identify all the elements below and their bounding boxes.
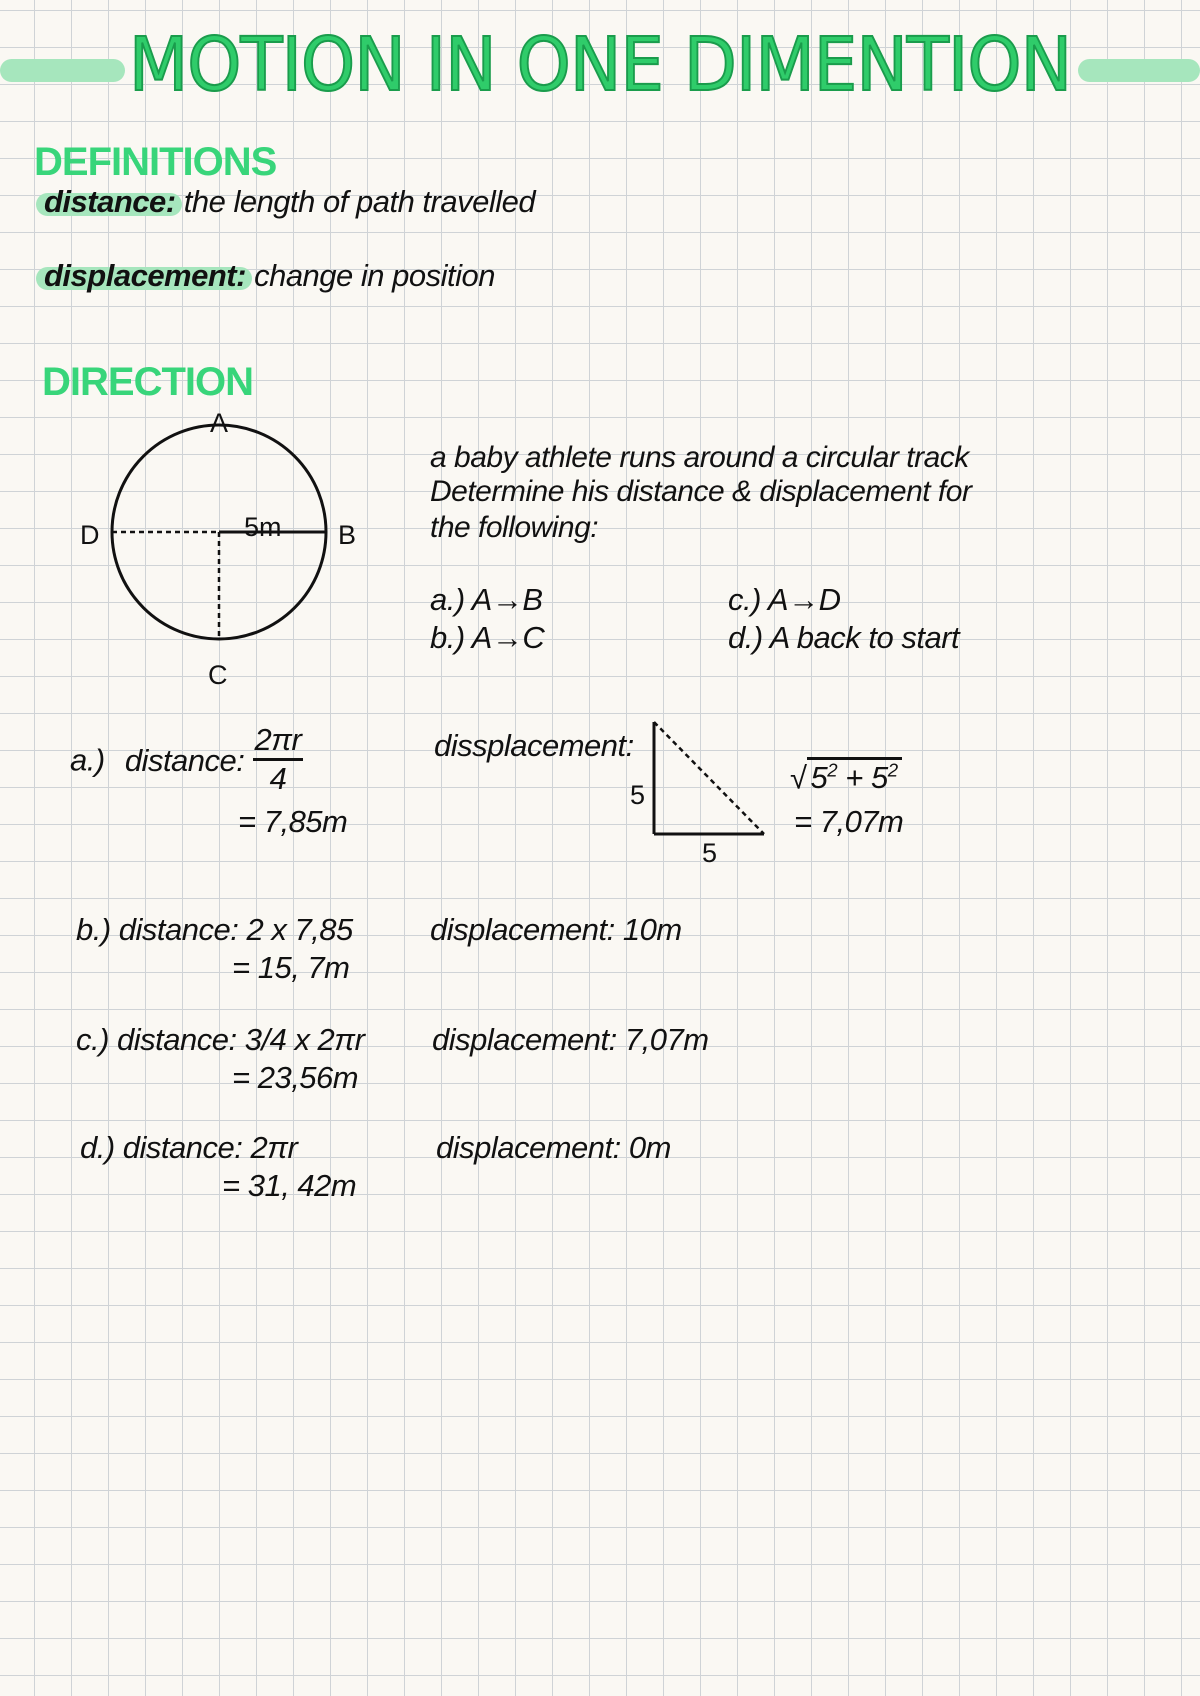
part-item: c.) A→D — [728, 582, 841, 617]
problem-line: the following: — [430, 511, 599, 544]
definitions-heading: DEFINITIONS — [34, 140, 277, 184]
sqrt-body: $5^2 + 5^2$ — [807, 757, 902, 795]
solution-c-result: = 23,56m — [232, 1060, 359, 1095]
fraction-denominator: 4 — [269, 761, 287, 796]
sqrt-sign: √ — [790, 760, 807, 796]
problem-line: Determine his distance & displacement for — [430, 475, 972, 508]
part-item: a.) A→B — [430, 582, 543, 617]
definition-term: distance: — [44, 184, 176, 219]
direction-heading: DIRECTION — [42, 360, 253, 404]
solution-d-distance: d.) distance: 2πr — [80, 1130, 298, 1165]
definition-distance — [44, 184, 535, 220]
problem-line: a baby athlete runs around a circular track — [430, 441, 969, 474]
solution-b-displacement: displacement: 10m — [430, 912, 682, 947]
solution-d-displacement: displacement: 0m — [436, 1130, 671, 1165]
point-label-a: A — [210, 408, 229, 438]
solution-label: a.) — [70, 742, 105, 778]
point-label-d: D — [80, 520, 100, 550]
definition-displacement — [44, 258, 495, 294]
solution-d-result: = 31, 42m — [222, 1168, 357, 1203]
solution-c-distance: c.) distance: 3/4 x 2πr — [76, 1022, 365, 1057]
pythagoras-formula — [790, 760, 902, 796]
solution-a-displacement-label: dissplacement: — [434, 728, 634, 763]
triangle-side-label: 5 — [630, 780, 646, 810]
solution-a-result: = 7,85m — [238, 804, 348, 839]
radius-label: 5m — [244, 512, 282, 542]
solution-c-displacement: displacement: 7,07m — [432, 1022, 709, 1057]
definition-text: change in position — [254, 258, 495, 293]
part-item: b.) A→C — [430, 620, 545, 655]
circular-track-diagram — [60, 400, 380, 700]
distance-prefix: distance: — [124, 742, 245, 778]
point-label-c: C — [208, 660, 228, 690]
definition-text: the length of path travelled — [183, 184, 536, 219]
solution-a-displacement-result: = 7,07m — [794, 804, 904, 839]
solution-a-distance — [70, 722, 303, 797]
point-label-b: B — [338, 520, 357, 550]
part-item: d.) A back to start — [728, 620, 960, 655]
definition-term: displacement: — [44, 258, 246, 293]
distance-fraction — [253, 722, 304, 797]
displacement-triangle — [640, 718, 780, 838]
solution-b-distance: b.) distance: 2 x 7,85 — [76, 912, 353, 947]
fraction-numerator: 2πr — [253, 722, 304, 761]
page-title: MOTION IN ONE DIMENTION — [128, 22, 1072, 108]
solution-b-result: = 15, 7m — [232, 950, 350, 985]
triangle-base-label: 5 — [702, 838, 718, 868]
